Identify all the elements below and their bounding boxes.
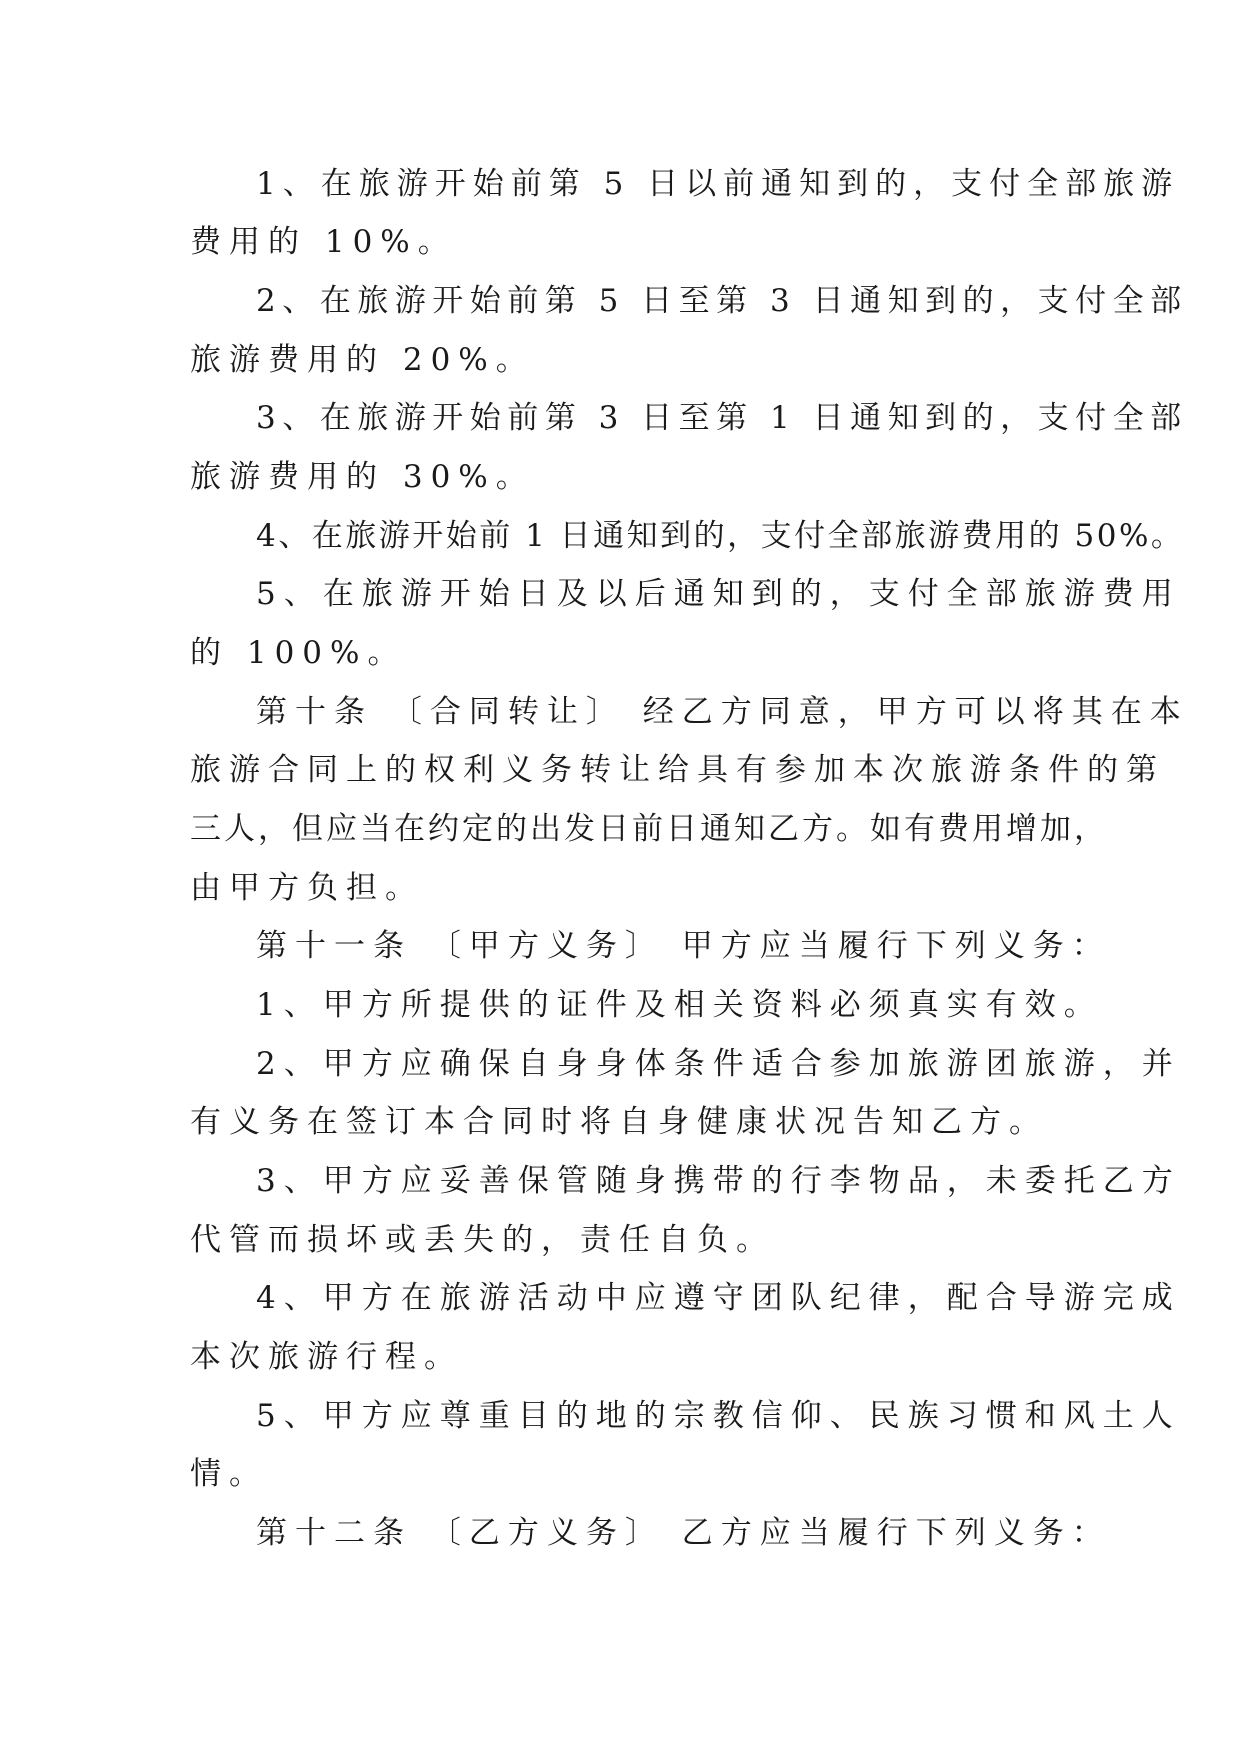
text-line: 2、甲方应确保自身身体条件适合参加旅游团旅游，并 [256, 1046, 1181, 1082]
text-line: 旅游费用的 20%。 [190, 342, 535, 378]
text-line: 4、甲方在旅游活动中应遵守团队纪律，配合导游完成 [256, 1280, 1181, 1316]
text-line: 旅游合同上的权利义务转让给具有参加本次旅游条件的第 [190, 752, 1165, 788]
text-line: 第十条 〔合同转让〕 经乙方同意，甲方可以将其在本 [256, 694, 1189, 730]
text-line: 3、甲方应妥善保管随身携带的行李物品，未委托乙方 [256, 1163, 1181, 1199]
text-line: 的 100%。 [190, 635, 407, 671]
text-line: 旅游费用的 30%。 [190, 459, 535, 495]
text-line: 1、在旅游开始前第 5 日以前通知到的，支付全部旅游 [256, 166, 1180, 202]
text-line: 由甲方负担。 [190, 870, 424, 906]
text-line: 1、甲方所提供的证件及相关资料必须真实有效。 [256, 987, 1103, 1023]
text-line: 2、在旅游开始前第 5 日至第 3 日通知到的，支付全部 [256, 283, 1188, 319]
text-line: 4、在旅游开始前 1 日通知到的，支付全部旅游费用的 50%。 [256, 518, 1185, 554]
text-line: 第十一条 〔甲方义务〕 甲方应当履行下列义务： [256, 928, 1111, 964]
text-line: 代管而损坏或丢失的，责任自负。 [190, 1222, 775, 1258]
text-line: 3、在旅游开始前第 3 日至第 1 日通知到的，支付全部 [256, 400, 1188, 436]
text-line: 费用的 10%。 [190, 224, 457, 260]
text-line: 5、甲方应尊重目的地的宗教信仰、民族习惯和风土人 [256, 1398, 1181, 1434]
text-line: 本次旅游行程。 [190, 1339, 463, 1375]
text-line: 有义务在签订本合同时将自身健康状况告知乙方。 [190, 1104, 1048, 1140]
text-line: 三人，但应当在约定的出发日前日通知乙方。如有费用增加， [190, 811, 1108, 847]
text-line: 情。 [190, 1456, 268, 1492]
text-line: 第十二条 〔乙方义务〕 乙方应当履行下列义务： [256, 1515, 1111, 1551]
text-line: 5、在旅游开始日及以后通知到的，支付全部旅游费用 [256, 576, 1181, 612]
